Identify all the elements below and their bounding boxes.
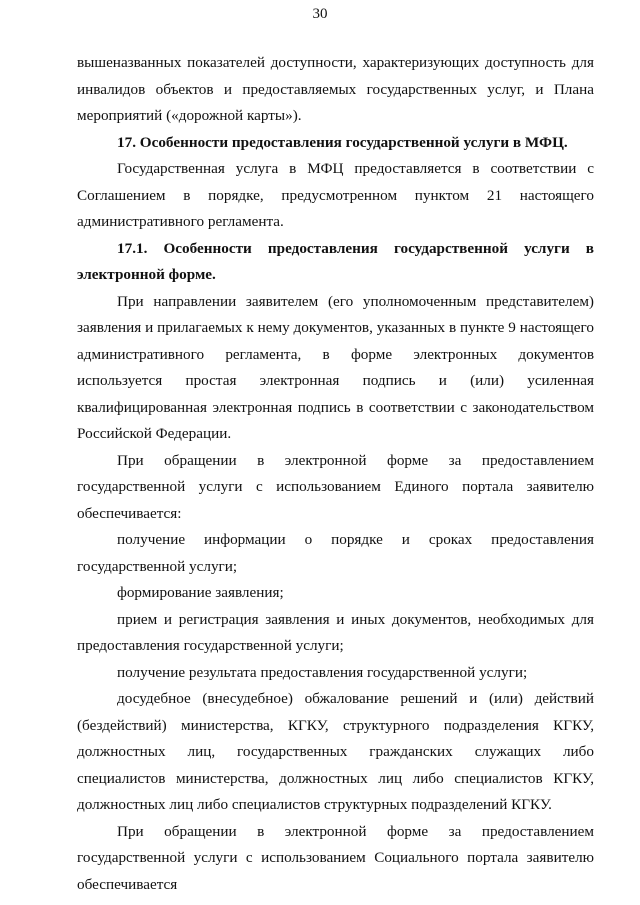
section-heading-17: 17. Особенности предоставления государственной услуги в МФЦ.	[117, 133, 568, 151]
paragraph-accessibility-continuation: вышеназванных показателей доступности, характеризующих доступность для инвалидов объектов и предоставляемых государственных услуг, и Плана мероприятий («дорожной карты»).	[77, 54, 594, 124]
page-number: 30	[312, 6, 328, 22]
paragraph-electronic-signature: При направлении заявителем (его уполномоченным представителем) заявления и прилагаемых к нему документов, указанных в пункте 9 настоящего административного регламента, в форме электронных документов используется простая электронная подпись и (или) усиленная квалифицированная электронная подпись в соответствии с законодательством Российской Федерации.	[77, 292, 594, 442]
list-item-appeal: досудебное (внесудебное) обжалование решений и (или) действий (бездействий) министерства, КГКУ, структурного подразделения КГКУ, должностных лиц, государственных гражданских служащих либо специалистов министерства, должностных лиц либо специалистов КГКУ, должностных лиц либо специалистов структурных подразделений КГКУ.	[77, 690, 594, 813]
paragraph-social-portal: При обращении в электронной форме за предоставлением государственной услуги с использованием Социального портала заявителю обеспечивается	[77, 822, 594, 893]
list-item-result: получение результата предоставления государственной услуги;	[117, 663, 528, 681]
list-item-information: получение информации о порядке и сроках предоставления государственной услуги;	[77, 531, 594, 575]
list-item-application-forming: формирование заявления;	[117, 584, 284, 601]
list-item-reception-registration: прием и регистрация заявления и иных документов, необходимых для предоставления государственной услуги;	[77, 610, 594, 654]
paragraph-mfc-agreement: Государственная услуга в МФЦ предоставляется в соответствии с Соглашением в порядке, предусмотренном пунктом 21 настоящего административного регламента.	[77, 160, 594, 230]
paragraph-unified-portal: При обращении в электронной форме за предоставлением государственной услуги с использованием Единого портала заявителю обеспечивается:	[77, 451, 594, 522]
section-heading-17-1: 17.1. Особенности предоставления государственной услуги в электронной форме.	[77, 239, 594, 283]
document-body	[77, 50, 594, 898]
